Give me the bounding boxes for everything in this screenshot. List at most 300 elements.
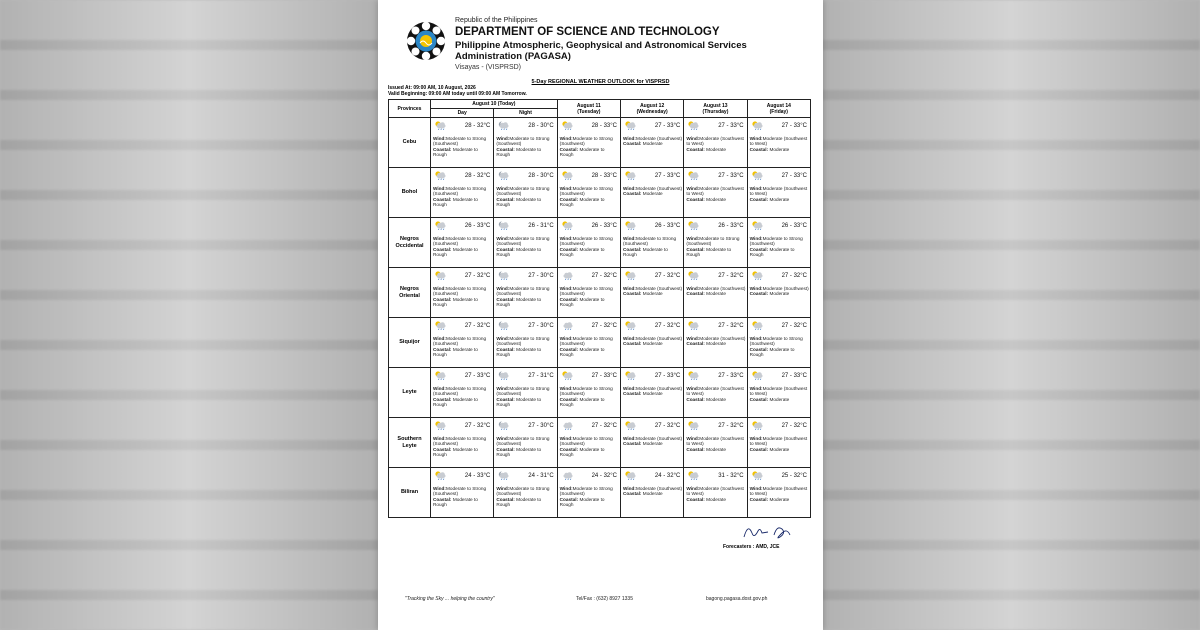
forecast-description [560,186,619,208]
wind-value: Moderate to Strong (Southwest) [559,386,613,397]
partly-cloudy-rain-icon [750,217,764,235]
wind-value: Moderate to Strong (Southwest) [559,436,613,447]
wind-value: Moderate to Strong (Southwest) [433,186,487,197]
partly-cloudy-rain-icon [433,317,447,335]
wind-value: Moderate to Strong (Southwest) [496,286,550,297]
partly-cloudy-rain-icon [433,217,447,235]
coastal-value: Moderate [706,341,726,347]
region-label: Visayas - (VISPRSD) [455,63,521,71]
partly-cloudy-rain-icon [560,167,574,185]
temperature-range: 27 - 32°C [718,423,744,429]
temperature-range: 26 - 33°C [718,223,744,229]
cloudy-night-rain-icon [496,467,510,485]
partly-cloudy-rain-icon [750,117,764,135]
forecast-description [686,186,745,202]
provinces-header: Provinces [389,100,431,118]
forecast-cell [620,168,683,218]
coastal-value: Moderate [706,196,726,202]
forecast-description [750,286,809,297]
wind-value: Moderate to Strong (Southwest) [433,136,487,147]
coastal-value: Moderate to Rough [686,246,732,258]
coastal-value: Moderate to Rough [749,346,795,358]
forecast-cell [557,168,620,218]
wind-value: Moderate to Strong (Southwest) [749,236,803,247]
province-name [389,418,431,468]
agency-name-line2: Administration (PAGASA) [455,50,571,62]
coastal-label: Coastal: [622,246,642,252]
wind-value: Moderate to Strong (Southwest) [686,236,740,247]
temperature-range: 26 - 33°C [591,223,617,229]
coastal-label: Coastal: [686,496,705,502]
day-header-1: August 11 (Tuesday) [557,100,620,118]
forecast-cell [747,468,810,518]
coastal-value: Moderate [642,341,663,347]
temperature-range: 28 - 33°C [591,123,617,129]
partly-cloudy-rain-icon [750,317,764,335]
coastal-label: Coastal: [622,191,642,197]
partly-cloudy-rain-icon [433,167,447,185]
coastal-value: Moderate [642,191,663,197]
cloudy-night-rain-icon [496,417,510,435]
wind-value: Moderate (Southwest) [635,436,683,441]
forecast-description [623,136,682,147]
forecast-cell [431,118,494,168]
coastal-label: Coastal: [686,146,705,152]
coastal-value: Moderate [706,496,726,502]
wind-label: Wind: [433,286,446,291]
forecast-description [686,286,745,297]
province-name-line: Southern [397,435,422,442]
wind-value: Moderate to Strong (Southwest) [559,136,613,147]
temperature-range: 27 - 33°C [654,123,681,129]
coastal-label: Coastal: [559,196,579,202]
forecast-description [750,136,809,152]
forecast-description [750,436,809,452]
forecast-description [686,136,745,152]
wind-value: Moderate to Strong (Southwest) [433,236,487,247]
temperature-range: 24 - 33°C [464,473,491,479]
forecast-description [496,336,555,358]
coastal-value: Moderate to Rough [559,396,605,408]
partly-cloudy-rain-icon [623,467,637,485]
partly-cloudy-rain-icon [750,267,764,285]
province-name [389,218,431,268]
coastal-value: Moderate to Rough [433,446,478,458]
wind-value: Moderate to Strong (Southwest) [559,236,613,247]
partly-cloudy-rain-icon [623,367,637,385]
wind-label: Wind: [622,336,636,341]
forecast-description [623,186,682,197]
forecast-description [623,236,682,258]
coastal-label: Coastal: [496,446,515,452]
coastal-value: Moderate to Rough [433,246,478,258]
temperature-range: 26 - 31°C [528,223,554,229]
wind-label: Wind: [622,486,636,491]
wind-value: Moderate to Strong (Southwest) [559,286,613,297]
wind-label: Wind: [559,286,573,291]
wind-value: Moderate (Southwest to West) [686,186,744,197]
temperature-range: 28 - 32°C [464,123,491,129]
wind-value: Moderate to Strong (Southwest) [559,336,613,347]
forecast-cell [557,118,620,168]
wind-value: Moderate (Southwest to West) [749,136,808,147]
coastal-label: Coastal: [559,296,579,302]
forecast-cell [747,418,810,468]
coastal-label: Coastal: [496,146,515,152]
forecast-description [686,386,745,402]
forecast-cell [684,318,747,368]
outlook-title: 5-Day REGIONAL WEATHER OUTLOOK for VISPRSD [531,79,670,85]
cloudy-night-rain-icon [496,117,510,135]
wind-label: Wind: [433,386,446,391]
forecast-description [686,486,745,502]
forecast-cell [557,318,620,368]
temperature-range: 26 - 33°C [781,223,807,229]
coastal-label: Coastal: [433,396,452,402]
coastal-value: Moderate to Rough [496,346,542,358]
coastal-value: Moderate [706,146,726,152]
temperature-range: 27 - 32°C [464,423,491,429]
coastal-value: Moderate to Rough [433,146,478,158]
partly-cloudy-rain-icon [750,167,764,185]
forecast-cell [620,418,683,468]
coastal-value: Moderate [769,446,790,452]
wind-label: Wind: [559,336,573,341]
forecast-cell [684,268,747,318]
coastal-label: Coastal: [433,146,452,152]
partly-cloudy-rain-icon [686,117,700,135]
coastal-label: Coastal: [686,341,705,347]
partly-cloudy-rain-icon [750,417,764,435]
coastal-value: Moderate to Rough [559,196,605,208]
wind-label: Wind: [433,236,446,241]
forecast-cell [494,468,557,518]
wind-label: Wind: [686,236,700,241]
coastal-label: Coastal: [496,296,515,302]
forecast-description [623,386,682,397]
forecast-cell [494,168,557,218]
forecast-cell [684,418,747,468]
wind-label: Wind: [749,336,763,341]
coastal-value: Moderate to Rough [559,496,605,508]
forecast-cell [747,118,810,168]
coastal-label: Coastal: [433,446,452,452]
forecast-description [560,336,619,358]
wind-value: Moderate (Southwest) [635,386,683,391]
province-name-line: Cebu [402,139,417,145]
coastal-value: Moderate to Rough [496,496,542,508]
forecast-cell [620,468,683,518]
partly-cloudy-rain-icon [433,467,447,485]
coastal-value: Moderate [706,291,726,297]
temperature-range: 27 - 33°C [654,373,681,379]
coastal-value: Moderate to Rough [559,446,605,458]
coastal-label: Coastal: [433,496,452,502]
wind-label: Wind: [496,386,510,391]
footer-telfax: Tel/Fax : (632) 8927 1335 [576,596,633,602]
background-blur-left [0,0,378,630]
wind-label: Wind: [496,436,510,441]
wind-value: Moderate to Strong (Southwest) [559,486,613,497]
forecast-description [496,186,555,208]
agency-header [455,17,815,71]
temperature-range: 27 - 32°C [781,323,807,329]
province-name [389,468,431,518]
temperature-range: 27 - 32°C [654,423,681,429]
forecast-description [560,386,619,408]
temperature-range: 27 - 33°C [718,123,744,129]
wind-value: Moderate (Southwest) [699,336,746,341]
wind-value: Moderate (Southwest to West) [686,436,744,447]
wind-value: Moderate to Strong (Southwest) [496,486,550,497]
partly-cloudy-rain-icon [433,417,447,435]
wind-label: Wind: [622,236,636,241]
wind-label: Wind: [433,436,446,441]
coastal-label: Coastal: [622,141,642,147]
forecast-cell [557,418,620,468]
forecast-description [433,186,492,208]
temperature-range: 27 - 32°C [464,273,491,279]
coastal-label: Coastal: [686,196,705,202]
temperature-range: 27 - 32°C [591,423,617,429]
document-page [378,0,823,630]
forecast-cell [494,268,557,318]
coastal-label: Coastal: [749,246,769,252]
partly-cloudy-rain-icon [560,117,574,135]
forecast-cell [684,468,747,518]
temperature-range: 27 - 32°C [781,423,807,429]
republic-line: Republic of the Philippines [455,17,538,24]
forecast-description [433,136,492,158]
table-row [389,268,811,318]
coastal-value: Moderate to Rough [496,196,542,208]
coastal-label: Coastal: [749,196,769,202]
wind-value: Moderate to Strong (Southwest) [496,386,550,397]
province-name-line: Bohol [401,189,418,195]
temperature-range: 28 - 30°C [528,123,554,129]
wind-label: Wind: [496,136,510,141]
wind-label: Wind: [749,236,763,241]
forecast-cell [747,318,810,368]
coastal-label: Coastal: [749,291,769,297]
partly-cloudy-rain-icon [433,267,447,285]
forecast-description [496,286,555,308]
today-header: August 10 (Today) [431,100,558,109]
wind-value: Moderate (Southwest to West) [686,386,744,397]
forecast-cell [620,268,683,318]
agency-name-line1: Philippine Atmospheric, Geophysical and Astronomical Services [455,39,747,51]
coastal-value: Moderate [769,146,790,152]
forecast-cell [494,218,557,268]
wind-value: Moderate to Strong (Southwest) [559,186,613,197]
forecast-description [623,286,682,297]
coastal-label: Coastal: [559,396,579,402]
temperature-range: 24 - 32°C [654,473,681,479]
forecast-cell [431,468,494,518]
coastal-value: Moderate to Rough [559,296,605,308]
wind-label: Wind: [686,386,700,391]
coastal-label: Coastal: [496,246,515,252]
wind-label: Wind: [749,286,763,291]
table-row [389,468,811,518]
temperature-range: 27 - 32°C [464,323,491,329]
coastal-label: Coastal: [496,346,515,352]
coastal-value: Moderate to Rough [433,196,478,208]
wind-value: Moderate (Southwest) [762,286,809,291]
coastal-value: Moderate to Rough [433,346,478,358]
day-header-2: August 12 (Wednesday) [620,100,683,118]
wind-label: Wind: [496,286,510,291]
wind-value: Moderate to Strong (Southwest) [433,436,487,447]
province-name [389,268,431,318]
temperature-range: 27 - 33°C [781,173,807,179]
forecast-description [560,436,619,458]
coastal-value: Moderate [642,291,663,297]
wind-label: Wind: [433,186,446,191]
wind-value: Moderate (Southwest) [635,186,683,191]
cloudy-night-rain-icon [496,367,510,385]
temperature-range: 31 - 32°C [718,473,744,479]
day-header-3: August 13 (Thursday) [684,100,747,118]
partly-cloudy-rain-icon [686,467,700,485]
temperature-range: 27 - 33°C [654,173,681,179]
forecast-description [433,236,492,258]
forecast-description [686,236,745,258]
cloudy-rain-icon [560,417,574,435]
wind-label: Wind: [686,136,700,141]
temperature-range: 27 - 32°C [654,323,681,329]
coastal-value: Moderate [769,496,790,502]
wind-label: Wind: [559,486,573,491]
wind-label: Wind: [622,136,636,141]
coastal-label: Coastal: [686,291,705,297]
partly-cloudy-rain-icon [433,367,447,385]
partly-cloudy-rain-icon [623,167,637,185]
forecast-cell [494,368,557,418]
coastal-value: Moderate to Rough [622,246,668,258]
temperature-range: 27 - 32°C [718,273,744,279]
province-name-line: Negros [400,285,419,292]
wind-value: Moderate to Strong (Southwest) [496,186,550,197]
wind-value: Moderate to Strong (Southwest) [496,236,550,247]
coastal-label: Coastal: [433,346,452,352]
forecast-cell [684,368,747,418]
forecast-cell [747,268,810,318]
wind-value: Moderate to Strong (Southwest) [433,286,487,297]
coastal-label: Coastal: [686,396,705,402]
wind-label: Wind: [559,136,573,141]
forecast-description [750,236,809,258]
forecast-cell [431,268,494,318]
province-name [389,318,431,368]
temperature-range: 27 - 31°C [528,373,554,379]
partly-cloudy-rain-icon [686,267,700,285]
forecast-cell [684,218,747,268]
coastal-value: Moderate to Rough [749,246,795,258]
coastal-label: Coastal: [559,446,579,452]
forecast-cell [431,368,494,418]
partly-cloudy-rain-icon [686,167,700,185]
partly-cloudy-rain-icon [433,117,447,135]
wind-value: Moderate (Southwest to West) [749,436,808,447]
temperature-range: 27 - 32°C [654,273,681,279]
wind-value: Moderate to Strong (Southwest) [433,386,487,397]
coastal-value: Moderate to Rough [496,246,542,258]
wind-label: Wind: [749,386,763,391]
wind-label: Wind: [496,486,510,491]
forecast-cell [431,218,494,268]
temperature-range: 27 - 33°C [781,123,807,129]
partly-cloudy-rain-icon [623,417,637,435]
coastal-label: Coastal: [433,196,452,202]
temperature-range: 27 - 33°C [718,373,744,379]
wind-label: Wind: [622,386,636,391]
province-name-line: Oriental [399,292,420,299]
province-name-line: Occidental [395,242,424,249]
forecast-cell [431,318,494,368]
forecast-cell [747,218,810,268]
forecast-cell [620,218,683,268]
coastal-label: Coastal: [559,246,579,252]
forecast-cell [494,118,557,168]
coastal-value: Moderate [642,391,663,397]
temperature-range: 24 - 32°C [591,473,617,479]
wind-value: Moderate to Strong (Southwest) [433,486,487,497]
wind-label: Wind: [749,186,763,191]
partly-cloudy-rain-icon [686,417,700,435]
partly-cloudy-rain-icon [623,117,637,135]
wind-label: Wind: [686,186,700,191]
forecast-description [496,386,555,408]
forecast-description [623,486,682,497]
forecast-description [433,486,492,508]
forecast-description [750,386,809,402]
forecast-cell [431,418,494,468]
wind-value: Moderate (Southwest) [699,286,746,291]
wind-value: Moderate (Southwest to West) [749,386,808,397]
province-name [389,368,431,418]
temperature-range: 28 - 32°C [464,173,491,179]
wind-label: Wind: [686,486,700,491]
table-row [389,368,811,418]
coastal-label: Coastal: [749,496,769,502]
temperature-range: 27 - 32°C [781,273,807,279]
wind-value: Moderate to Strong (Southwest) [496,136,550,147]
forecast-description [560,286,619,308]
coastal-label: Coastal: [433,246,452,252]
forecast-description [433,436,492,458]
temperature-range: 24 - 31°C [528,473,554,479]
forecaster-signatures [740,521,800,543]
province-name-line: Leyte [402,442,417,449]
coastal-value: Moderate to Rough [559,146,605,158]
partly-cloudy-rain-icon [560,367,574,385]
coastal-value: Moderate [642,441,663,447]
forecast-cell [684,118,747,168]
wind-label: Wind: [686,436,700,441]
wind-label: Wind: [749,136,763,141]
wind-label: Wind: [433,486,446,491]
coastal-label: Coastal: [622,491,642,497]
footer-slogan: "Tracking the Sky ... helping the country" [405,596,495,602]
wind-value: Moderate to Strong (Southwest) [622,236,677,247]
wind-label: Wind: [559,436,573,441]
wind-value: Moderate (Southwest to West) [749,186,808,197]
forecast-cell [557,468,620,518]
province-name [389,168,431,218]
coastal-value: Moderate [642,491,663,497]
coastal-label: Coastal: [686,446,705,452]
